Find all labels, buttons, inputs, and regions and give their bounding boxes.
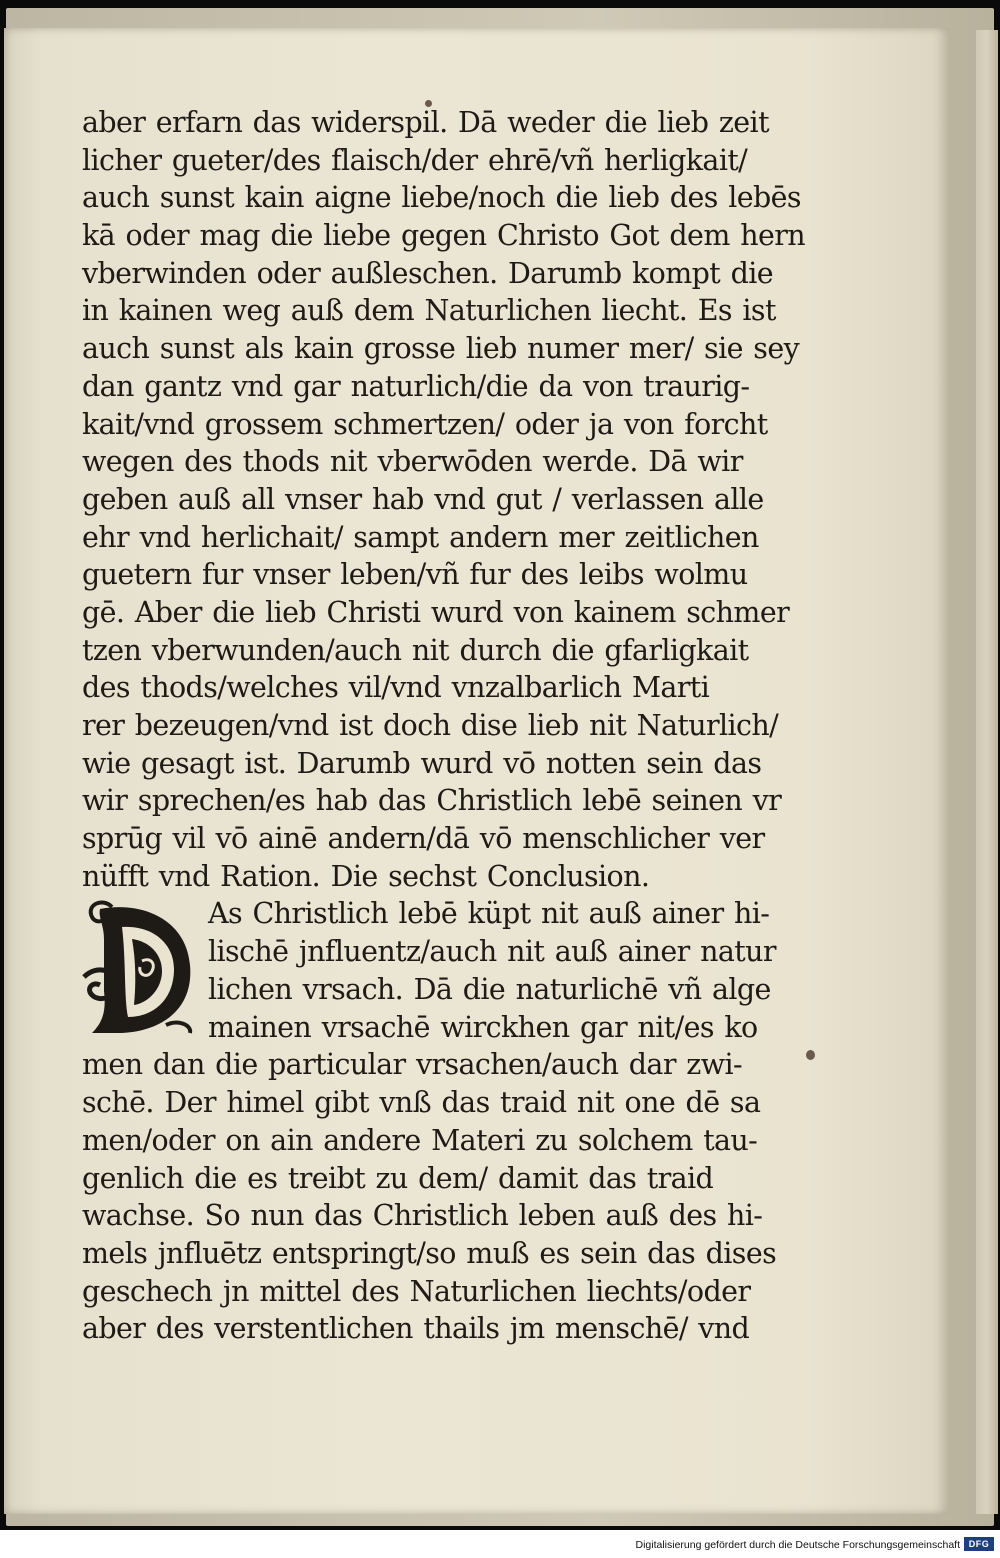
text-line: aber erfarn das widerspil. Dā weder die lieb zeit xyxy=(82,106,769,139)
text-line: dan gantz vnd gar naturlich/die da von traurig- xyxy=(82,369,750,403)
text-line: geschech jn mittel des Naturlichen liechts/oder xyxy=(82,1274,751,1308)
initial-paragraph xyxy=(82,895,782,1046)
text-line: kait/vnd grossem schmertzen/ oder ja von forcht xyxy=(82,407,768,441)
text-line: lichen vrsach. Dā die naturlichē vñ alge xyxy=(208,972,771,1006)
ink-fleck xyxy=(806,1050,815,1060)
text-line: schē. Der himel gibt vnß das traid nit one dē sa xyxy=(82,1086,761,1120)
funding-credit: Digitalisierung gefördert durch die Deutsche Forschungsgemeinschaft xyxy=(635,1539,960,1551)
text-line: men dan die particular vrsachen/auch dar zwi- xyxy=(82,1048,743,1082)
text-line: kā oder mag die liebe gegen Christo Got dem hern xyxy=(82,219,806,253)
text-lines-bottom xyxy=(82,1046,782,1348)
text-line: wie gesagt ist. Darumb wurd vō notten sein das xyxy=(82,746,762,780)
page-fore-edge xyxy=(976,30,998,1514)
footer-bar xyxy=(0,1530,1000,1558)
decorated-initial-d-icon xyxy=(82,899,202,1037)
dfg-logo-icon: DFG xyxy=(964,1537,994,1551)
text-column xyxy=(82,104,806,1348)
text-line: auch sunst kain aigne liebe/noch die lieb des lebēs xyxy=(82,181,801,215)
text-line: genlich die es treibt zu dem/ damit das traid xyxy=(82,1161,714,1195)
text-line: licher gueter/des flaisch/der ehrē/vñ herligkait/ xyxy=(82,143,748,177)
text-lines-initial xyxy=(208,895,776,1046)
text-line: vberwinden oder außleschen. Darumb kompt die xyxy=(82,256,774,290)
text-line: gē. Aber die lieb Christi wurd von kainem schmer xyxy=(82,595,790,629)
text-line: nüfft vnd Ration. Die sechst Conclusion. xyxy=(82,859,650,893)
text-line: mels jnfluētz entspringt/so muß es sein das dises xyxy=(82,1236,777,1270)
text-line: As Christlich lebē küpt nit auß ainer hi- xyxy=(208,897,770,931)
text-line: wegen des thods nit vberwōden werde. Dā wir xyxy=(82,445,743,479)
text-line: wachse. So nun das Christlich leben auß des hi- xyxy=(82,1199,763,1233)
text-line: mainen vrsachē wirckhen gar nit/es ko xyxy=(208,1010,758,1044)
text-line: aber des verstentlichen thails jm menschē/ vnd xyxy=(82,1312,750,1346)
text-line: geben auß all vnser hab vnd gut / verlassen alle xyxy=(82,482,764,516)
text-line: guetern fur vnser leben/vñ fur des leibs wolmu xyxy=(82,558,748,592)
text-line: men/oder on ain andere Materi zu solchem tau- xyxy=(82,1123,758,1157)
text-line: auch sunst als kain grosse lieb numer mer/ sie sey xyxy=(82,332,800,366)
text-line: tzen vberwunden/auch nit durch die gfarligkait xyxy=(82,633,749,667)
text-lines-top xyxy=(82,104,806,895)
text-line: des thods/welches vil/vnd vnzalbarlich Marti xyxy=(82,671,710,705)
text-line: ehr vnd herlichait/ sampt andern mer zeitlichen xyxy=(82,520,759,554)
text-line: sprūg vil vō ainē andern/dā vō menschlicher ver xyxy=(82,822,765,856)
text-line: rer bezeugen/vnd ist doch dise lieb nit Naturlich/ xyxy=(82,709,779,742)
text-line: in kainen weg auß dem Naturlichen liecht. Es ist xyxy=(82,294,776,328)
text-line: wir sprechen/es hab das Christlich lebē seinen vr xyxy=(82,784,782,818)
text-line: lischē jnfluentz/auch nit auß ainer natur xyxy=(208,935,776,969)
